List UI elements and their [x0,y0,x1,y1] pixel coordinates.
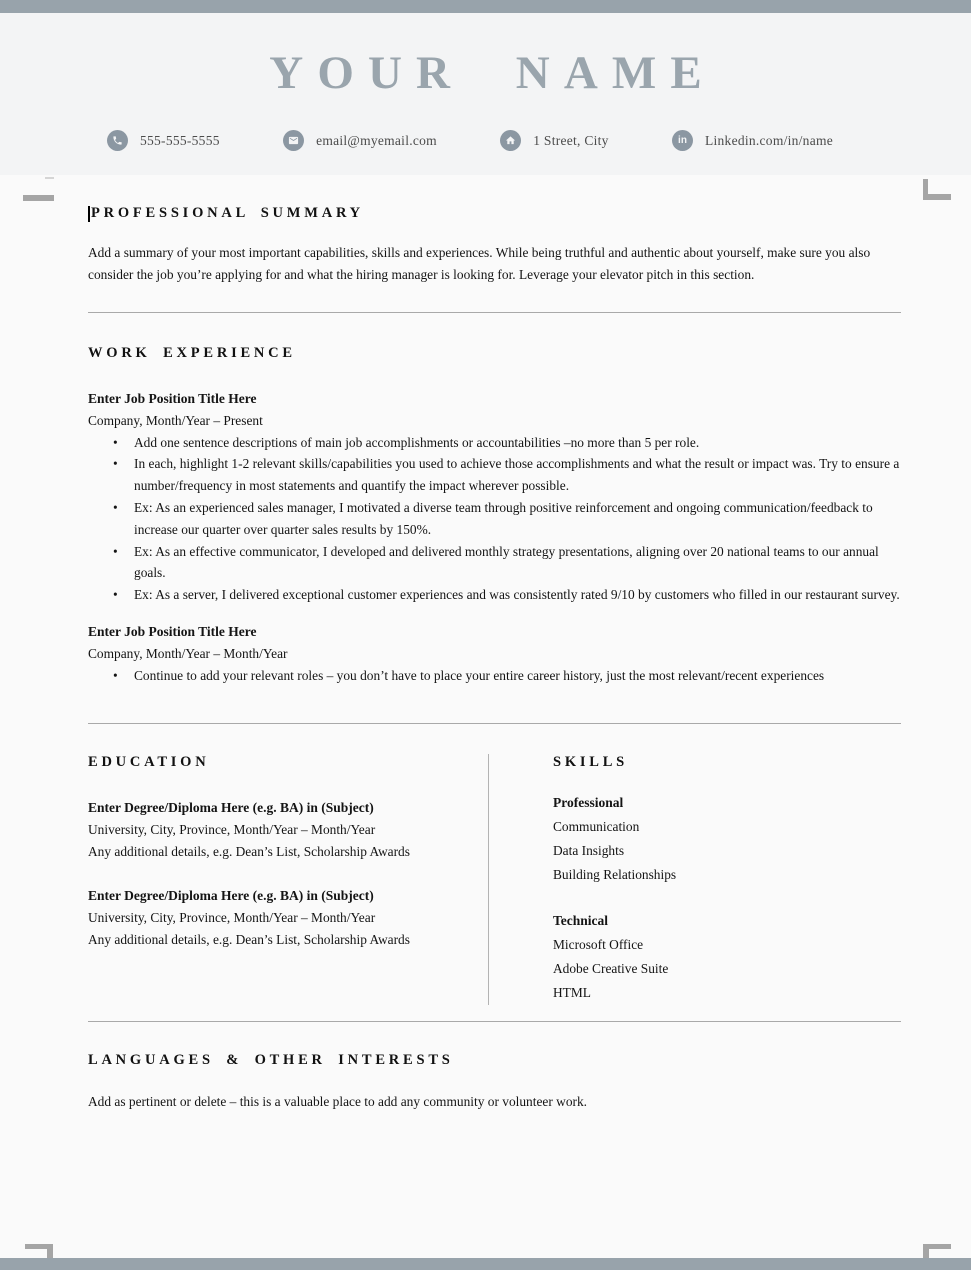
job-company-dates: Company, Month/Year – Present [88,412,263,428]
university-dates: University, City, Province, Month/Year – Month/Year [88,909,376,925]
top-border-bar [0,0,971,13]
section-divider [88,723,901,724]
education-entry [88,885,488,951]
job-bullet: • Continue to add your relevant roles – you don’t have to place your entire career history, just the most relevant/recent experiences [88,665,901,687]
work-experience-heading: WORK EXPERIENCE [88,344,296,361]
section-professional-summary [88,205,901,286]
email-icon [283,130,304,151]
bullet-dot [88,497,134,541]
name-title: YOUR NAME [269,47,716,99]
job-bullet: • In each, highlight 1-2 relevant skills/capabilities you used to achieve those accomplishments and what the result or impact was. Try to ensure a number/frequency in most statements and quantify the impact wherever possible. [88,453,901,497]
margin-mark-bottom-left-vertical [47,1249,53,1258]
skill-item: Building Relationships [553,866,677,882]
skill-item: Communication [553,818,640,834]
degree-title: Enter Degree/Diploma Here (e.g. BA) in (Subject) [88,799,374,815]
skill-item: Data Insights [553,842,625,858]
skill-item: Adobe Creative Suite [553,960,669,976]
degree-title: Enter Degree/Diploma Here (e.g. BA) in (Subject) [88,887,374,903]
contact-item-phone [107,130,220,151]
bullet-dot [88,453,134,497]
header [0,13,971,175]
job-entry [88,388,901,606]
phone-number: 555-555-5555 [140,132,220,148]
skill-group-professional [553,791,901,887]
linkedin-icon: in [672,130,693,151]
skill-group-label: Professional [553,794,624,810]
skill-item: HTML [553,984,591,1000]
job-bullet: • Add one sentence descriptions of main job accomplishments or accountabilities –no more than 5 per role. [88,432,901,454]
section-work-experience [88,345,901,687]
contact-item-email [283,130,437,151]
languages-heading: LANGUAGES & OTHER INTERESTS [88,1051,454,1068]
education-heading: EDUCATION [88,753,210,770]
phone-icon [107,130,128,151]
education-details: Any additional details, e.g. Dean’s List, Scholarship Awards [88,843,410,859]
bullet-dot [88,584,134,606]
job-position-title: Enter Job Position Title Here [88,623,257,639]
education-details: Any additional details, e.g. Dean’s List, Scholarship Awards [88,931,410,947]
job-bullet: • Ex: As an experienced sales manager, I motivated a diverse team through positive reinforcement and ongoing communication/feedback to increase our quarter over quarter sales results by 150%. [88,497,901,541]
email-address: email@myemail.com [316,132,437,148]
job-position-title: Enter Job Position Title Here [88,390,257,406]
skills-heading: SKILLS [553,753,629,770]
languages-text: Add as pertinent or delete – this is a valuable place to add any community or volunteer work. [88,1093,588,1109]
contact-row [0,130,971,151]
margin-mark-bottom-right-vertical [923,1249,929,1258]
skill-item: Microsoft Office [553,936,644,952]
job-company-dates: Company, Month/Year – Month/Year [88,645,288,661]
skill-group-label: Technical [553,912,609,928]
professional-summary-text: Add a summary of your most important capabilities, skills and experiences. While being truthful and authentic about yourself, make sure you also consider the job you’re applying for and what the hiring manager is looking for. Leverage your elevator pitch in this section. [88,245,871,282]
bottom-border-bar [0,1258,971,1270]
professional-summary-heading: PROFESSIONAL SUMMARY [88,205,901,222]
two-column-section [88,754,901,1005]
job-bullet: • Ex: As a server, I delivered exceptional customer experiences and was consistently rated 9/10 by customers who filled in our restaurant survey. [88,584,901,606]
section-skills [488,754,901,1005]
street-address: 1 Street, City [533,132,609,148]
section-education [88,754,488,1005]
bullet-dot [88,665,134,687]
bullet-dot [88,432,134,454]
linkedin-url: Linkedin.com/in/name [705,132,833,148]
education-entry [88,797,488,863]
location-icon [500,130,521,151]
contact-item-linkedin [672,130,833,151]
section-divider [88,1021,901,1022]
document-body [0,175,971,1113]
job-entry [88,621,901,687]
section-languages-interests [88,1052,901,1113]
university-dates: University, City, Province, Month/Year – Month/Year [88,821,376,837]
text-cursor [88,206,90,222]
bullet-dot [88,541,134,585]
contact-item-location [500,130,608,151]
job-bullet: • Ex: As an effective communicator, I developed and delivered monthly strategy presentations, aligning over 20 national teams to our annual goals. [88,541,901,585]
section-divider [88,312,901,313]
skill-group-technical [553,909,901,1005]
